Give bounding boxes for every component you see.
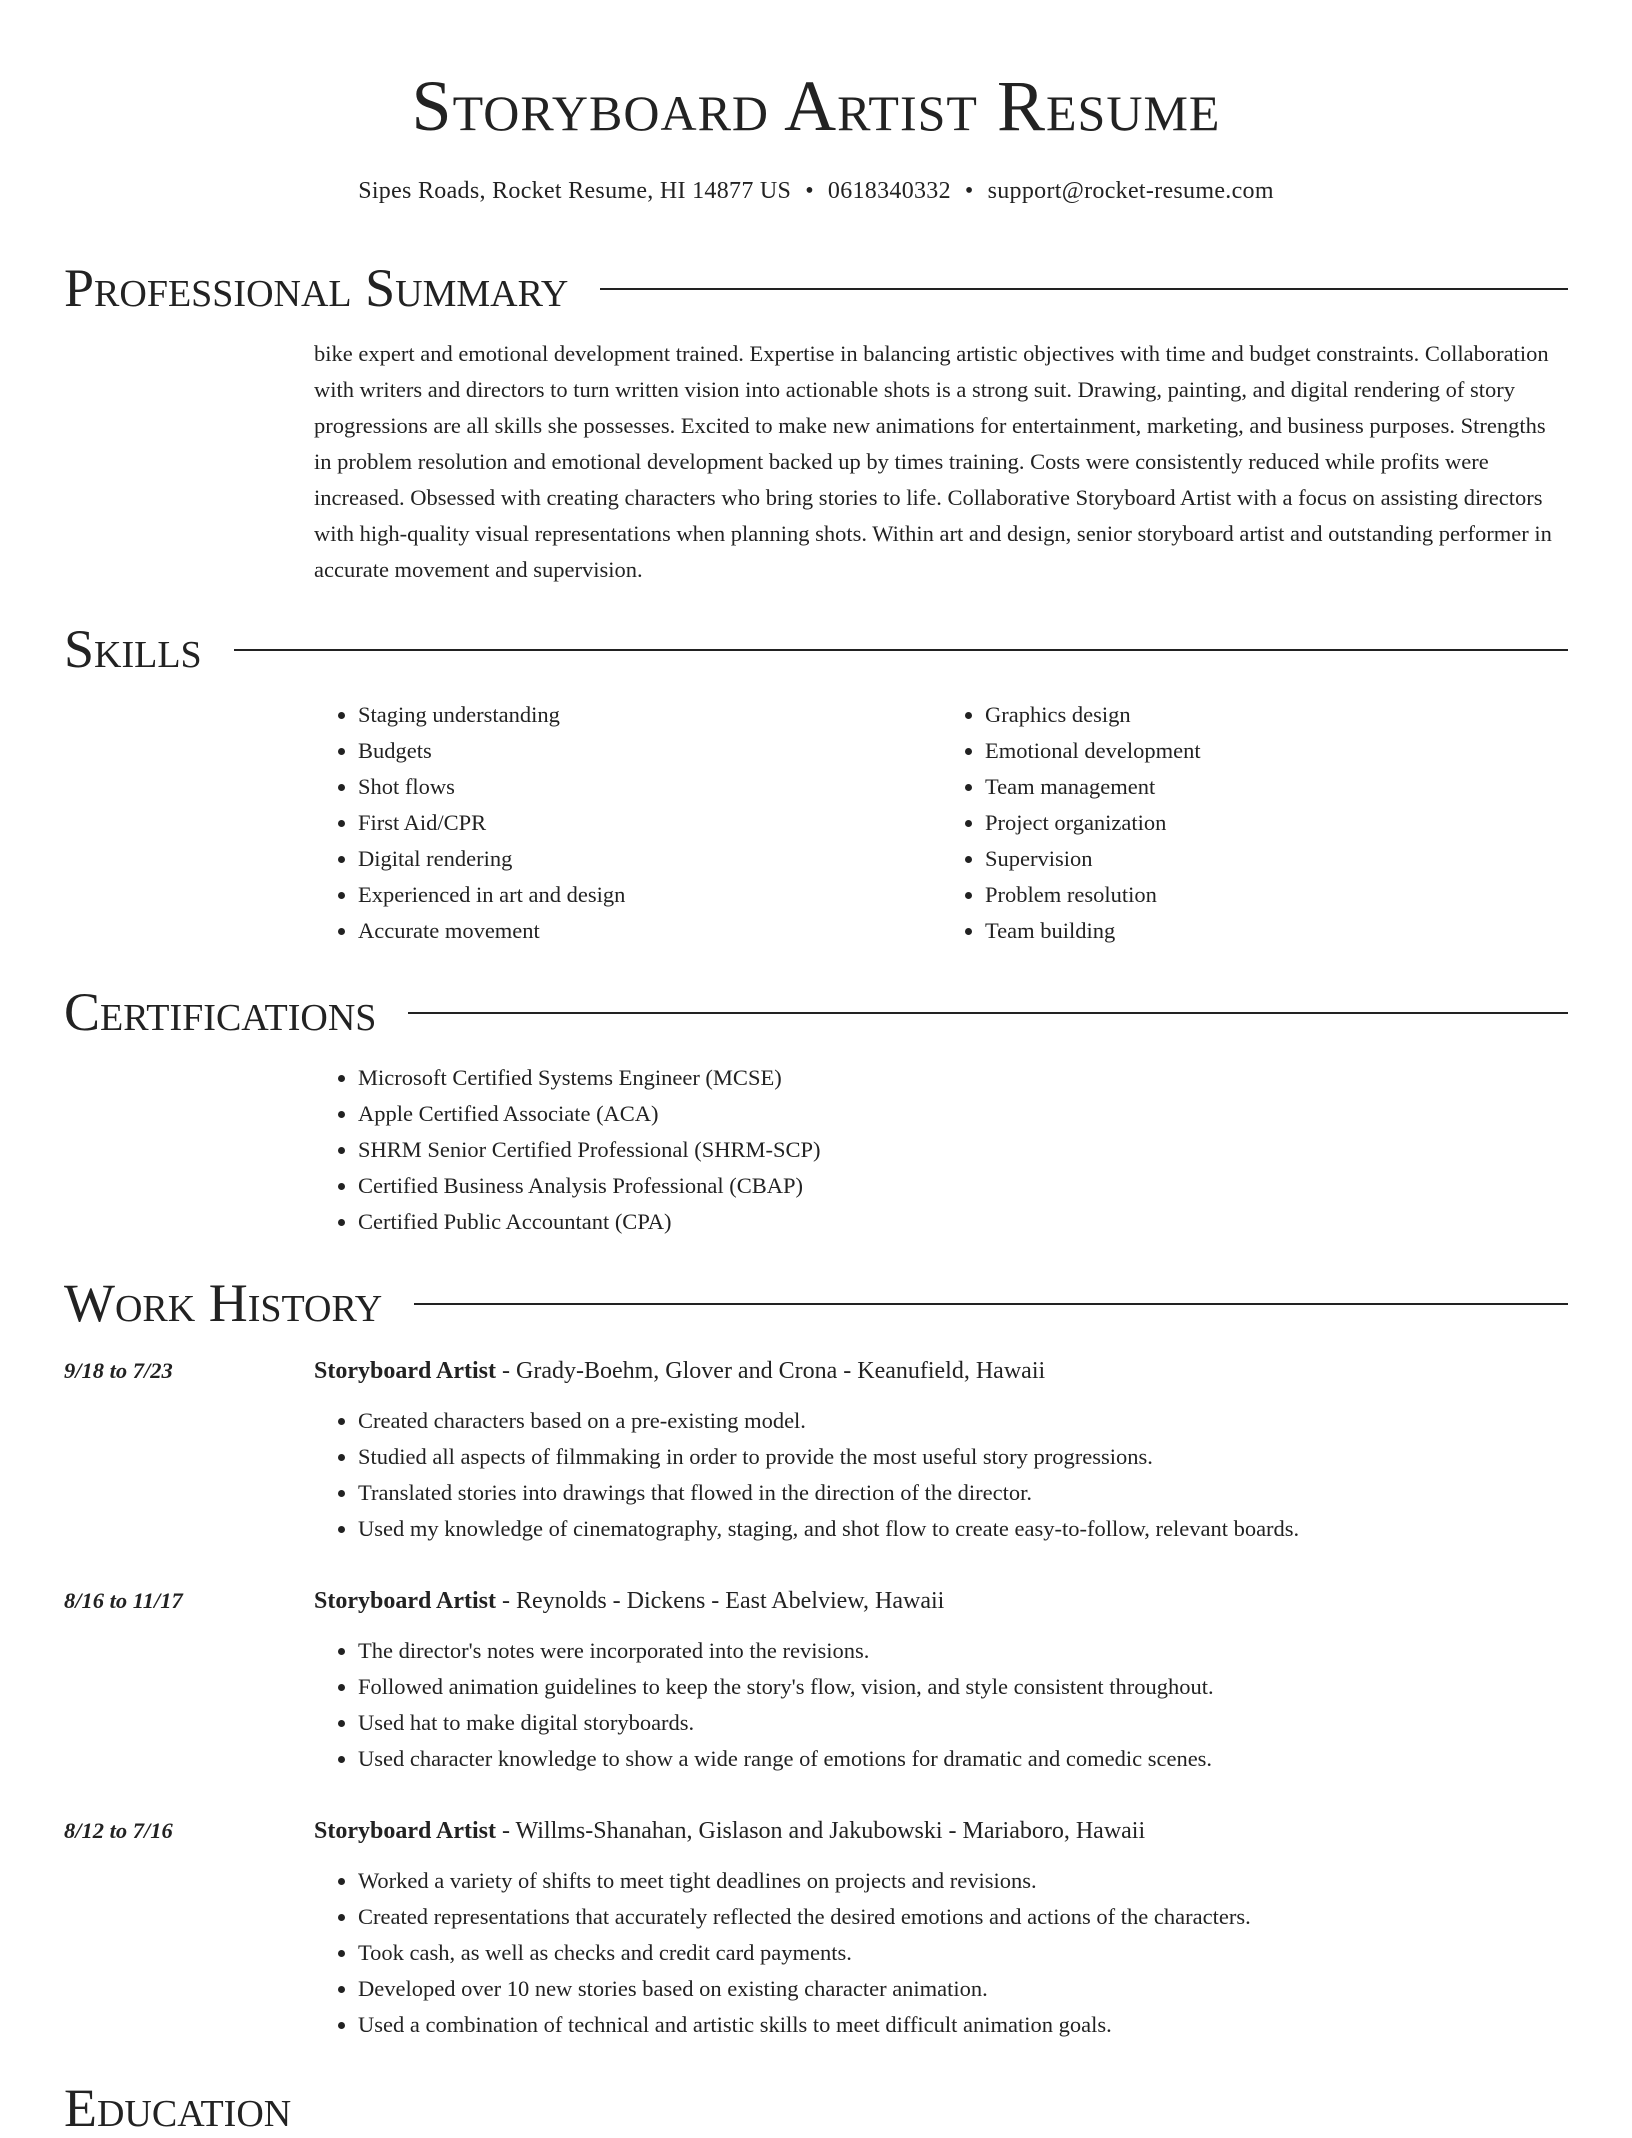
skill-item: • Problem resolution (985, 877, 1568, 913)
certifications-body (314, 1042, 1568, 1240)
job-dates: 8/12 to 7/16 (64, 1818, 173, 1843)
skills-list-right (941, 697, 1568, 949)
skill-item: • First Aid/CPR (358, 805, 941, 841)
job-entry (64, 1353, 1568, 1547)
job-company: - Reynolds - Dickens - East Abelview, Hawaii (496, 1588, 945, 1614)
job-entry (64, 1813, 1568, 2043)
certification-item: • Apple Certified Associate (ACA) (358, 1096, 1568, 1132)
certifications-heading: Certifications (64, 982, 377, 1042)
work-history-section (64, 1273, 1568, 2043)
skills-body (314, 679, 1568, 949)
contact-separator: • (805, 178, 814, 204)
certifications-list (314, 1060, 1568, 1240)
summary-text: bike expert and emotional development trained. Expertise in balancing artistic objectives with time and budget constraints. Collaboration with writers and directors to turn written vision into actionable shots is a strong suit. Drawing, painting, and digital rendering of story progressions are all skills she possesses. Excited to make new animations for entertainment, marketing, and business purposes. Strengths in problem resolution and emotional development backed up by times training. Costs were consistently reduced while profits were increased. Obsessed with creating characters who bring stories to life. Collaborative Storyboard Artist with a focus on assisting directors with high-quality visual representations when planning shots. Within art and design, senior storyboard artist and outstanding performer in accurate movement and supervision. (314, 341, 1552, 582)
job-role: Storyboard Artist (314, 1358, 496, 1384)
job-heading (314, 1813, 1568, 1849)
summary-header (64, 258, 1568, 318)
skills-list-left (314, 697, 941, 949)
job-bullet: • Took cash, as well as checks and credit card payments. (358, 1935, 1568, 1971)
section-divider (234, 649, 1568, 651)
certifications-header (64, 982, 1568, 1042)
resume-title: Storyboard Artist Resume (411, 66, 1221, 146)
job-bullets (314, 1619, 1568, 1777)
job-bullet-list (314, 1633, 1568, 1777)
skills-section (64, 619, 1568, 949)
section-divider (414, 1303, 1568, 1305)
job-bullet: • Used hat to make digital storyboards. (358, 1705, 1568, 1741)
certification-item: • SHRM Senior Certified Professional (SHRM-SCP) (358, 1132, 1568, 1168)
certification-item: • Certified Business Analysis Professional (CBAP) (358, 1168, 1568, 1204)
job-company: - Willms-Shanahan, Gislason and Jakubowski - Mariaboro, Hawaii (496, 1818, 1146, 1844)
skill-item: • Emotional development (985, 733, 1568, 769)
education-header (64, 2078, 1568, 2138)
contact-separator: • (964, 178, 974, 204)
contact-email: support@rocket-resume.com (987, 178, 1274, 204)
job-bullet-list (314, 1863, 1568, 2043)
contact-address: Sipes Roads, Rocket Resume, HI 14877 US (358, 178, 792, 204)
skill-item: • Supervision (985, 841, 1568, 877)
job-bullet: • Worked a variety of shifts to meet tight deadlines on projects and revisions. (358, 1863, 1568, 1899)
skill-item: • Experienced in art and design (358, 877, 941, 913)
skill-item: • Team management (985, 769, 1568, 805)
work-history-heading: Work History (64, 1273, 383, 1333)
section-divider (408, 1012, 1568, 1014)
contact-line (64, 174, 1568, 208)
job-role: Storyboard Artist (314, 1818, 496, 1844)
skill-item: • Digital rendering (358, 841, 941, 877)
job-bullet-list (314, 1403, 1568, 1547)
job-bullet: • Studied all aspects of filmmaking in order to provide the most useful story progressions. (358, 1439, 1568, 1475)
job-bullet: • Used character knowledge to show a wide range of emotions for dramatic and comedic scenes. (358, 1741, 1568, 1777)
job-bullet: • Created representations that accurately reflected the desired emotions and actions of the characters. (358, 1899, 1568, 1935)
job-bullet: • Developed over 10 new stories based on existing character animation. (358, 1971, 1568, 2007)
summary-heading: Professional Summary (64, 258, 569, 318)
job-dates: 8/16 to 11/17 (64, 1588, 183, 1613)
education-section (64, 2078, 1568, 2138)
certifications-section (64, 982, 1568, 1240)
skill-item: • Shot flows (358, 769, 941, 805)
job-bullet: • Translated stories into drawings that flowed in the direction of the director. (358, 1475, 1568, 1511)
job-bullet: • Created characters based on a pre-existing model. (358, 1403, 1568, 1439)
job-bullet: • The director's notes were incorporated into the revisions. (358, 1633, 1568, 1669)
resume-page (64, 0, 1568, 2138)
section-divider (600, 288, 1568, 290)
summary-body (314, 318, 1568, 588)
job-bullet: • Used my knowledge of cinematography, staging, and shot flow to create easy-to-follow, relevant boards. (358, 1511, 1568, 1547)
job-bullet: • Followed animation guidelines to keep the story's flow, vision, and style consistent throughout. (358, 1669, 1568, 1705)
job-bullets (314, 1389, 1568, 1547)
job-role: Storyboard Artist (314, 1588, 496, 1614)
skill-item: • Accurate movement (358, 913, 941, 949)
work-history-header (64, 1273, 1568, 1333)
job-heading (314, 1353, 1568, 1389)
job-dates: 9/18 to 7/23 (64, 1358, 173, 1383)
job-heading (314, 1583, 1568, 1619)
skills-heading: Skills (64, 619, 202, 679)
skill-item: • Budgets (358, 733, 941, 769)
job-bullet: • Used a combination of technical and artistic skills to meet difficult animation goals. (358, 2007, 1568, 2043)
skill-item: • Staging understanding (358, 697, 941, 733)
certification-item: • Certified Public Accountant (CPA) (358, 1204, 1568, 1240)
skill-item: • Team building (985, 913, 1568, 949)
education-heading: Education (64, 2078, 292, 2138)
skills-header (64, 619, 1568, 679)
contact-phone: 0618340332 (827, 178, 951, 204)
skill-item: • Project organization (985, 805, 1568, 841)
certification-item: • Microsoft Certified Systems Engineer (MCSE) (358, 1060, 1568, 1096)
summary-section (64, 258, 1568, 588)
skill-item: • Graphics design (985, 697, 1568, 733)
job-bullets (314, 1849, 1568, 2043)
job-entry (64, 1583, 1568, 1777)
job-company: - Grady-Boehm, Glover and Crona - Keanufield, Hawaii (496, 1358, 1046, 1384)
